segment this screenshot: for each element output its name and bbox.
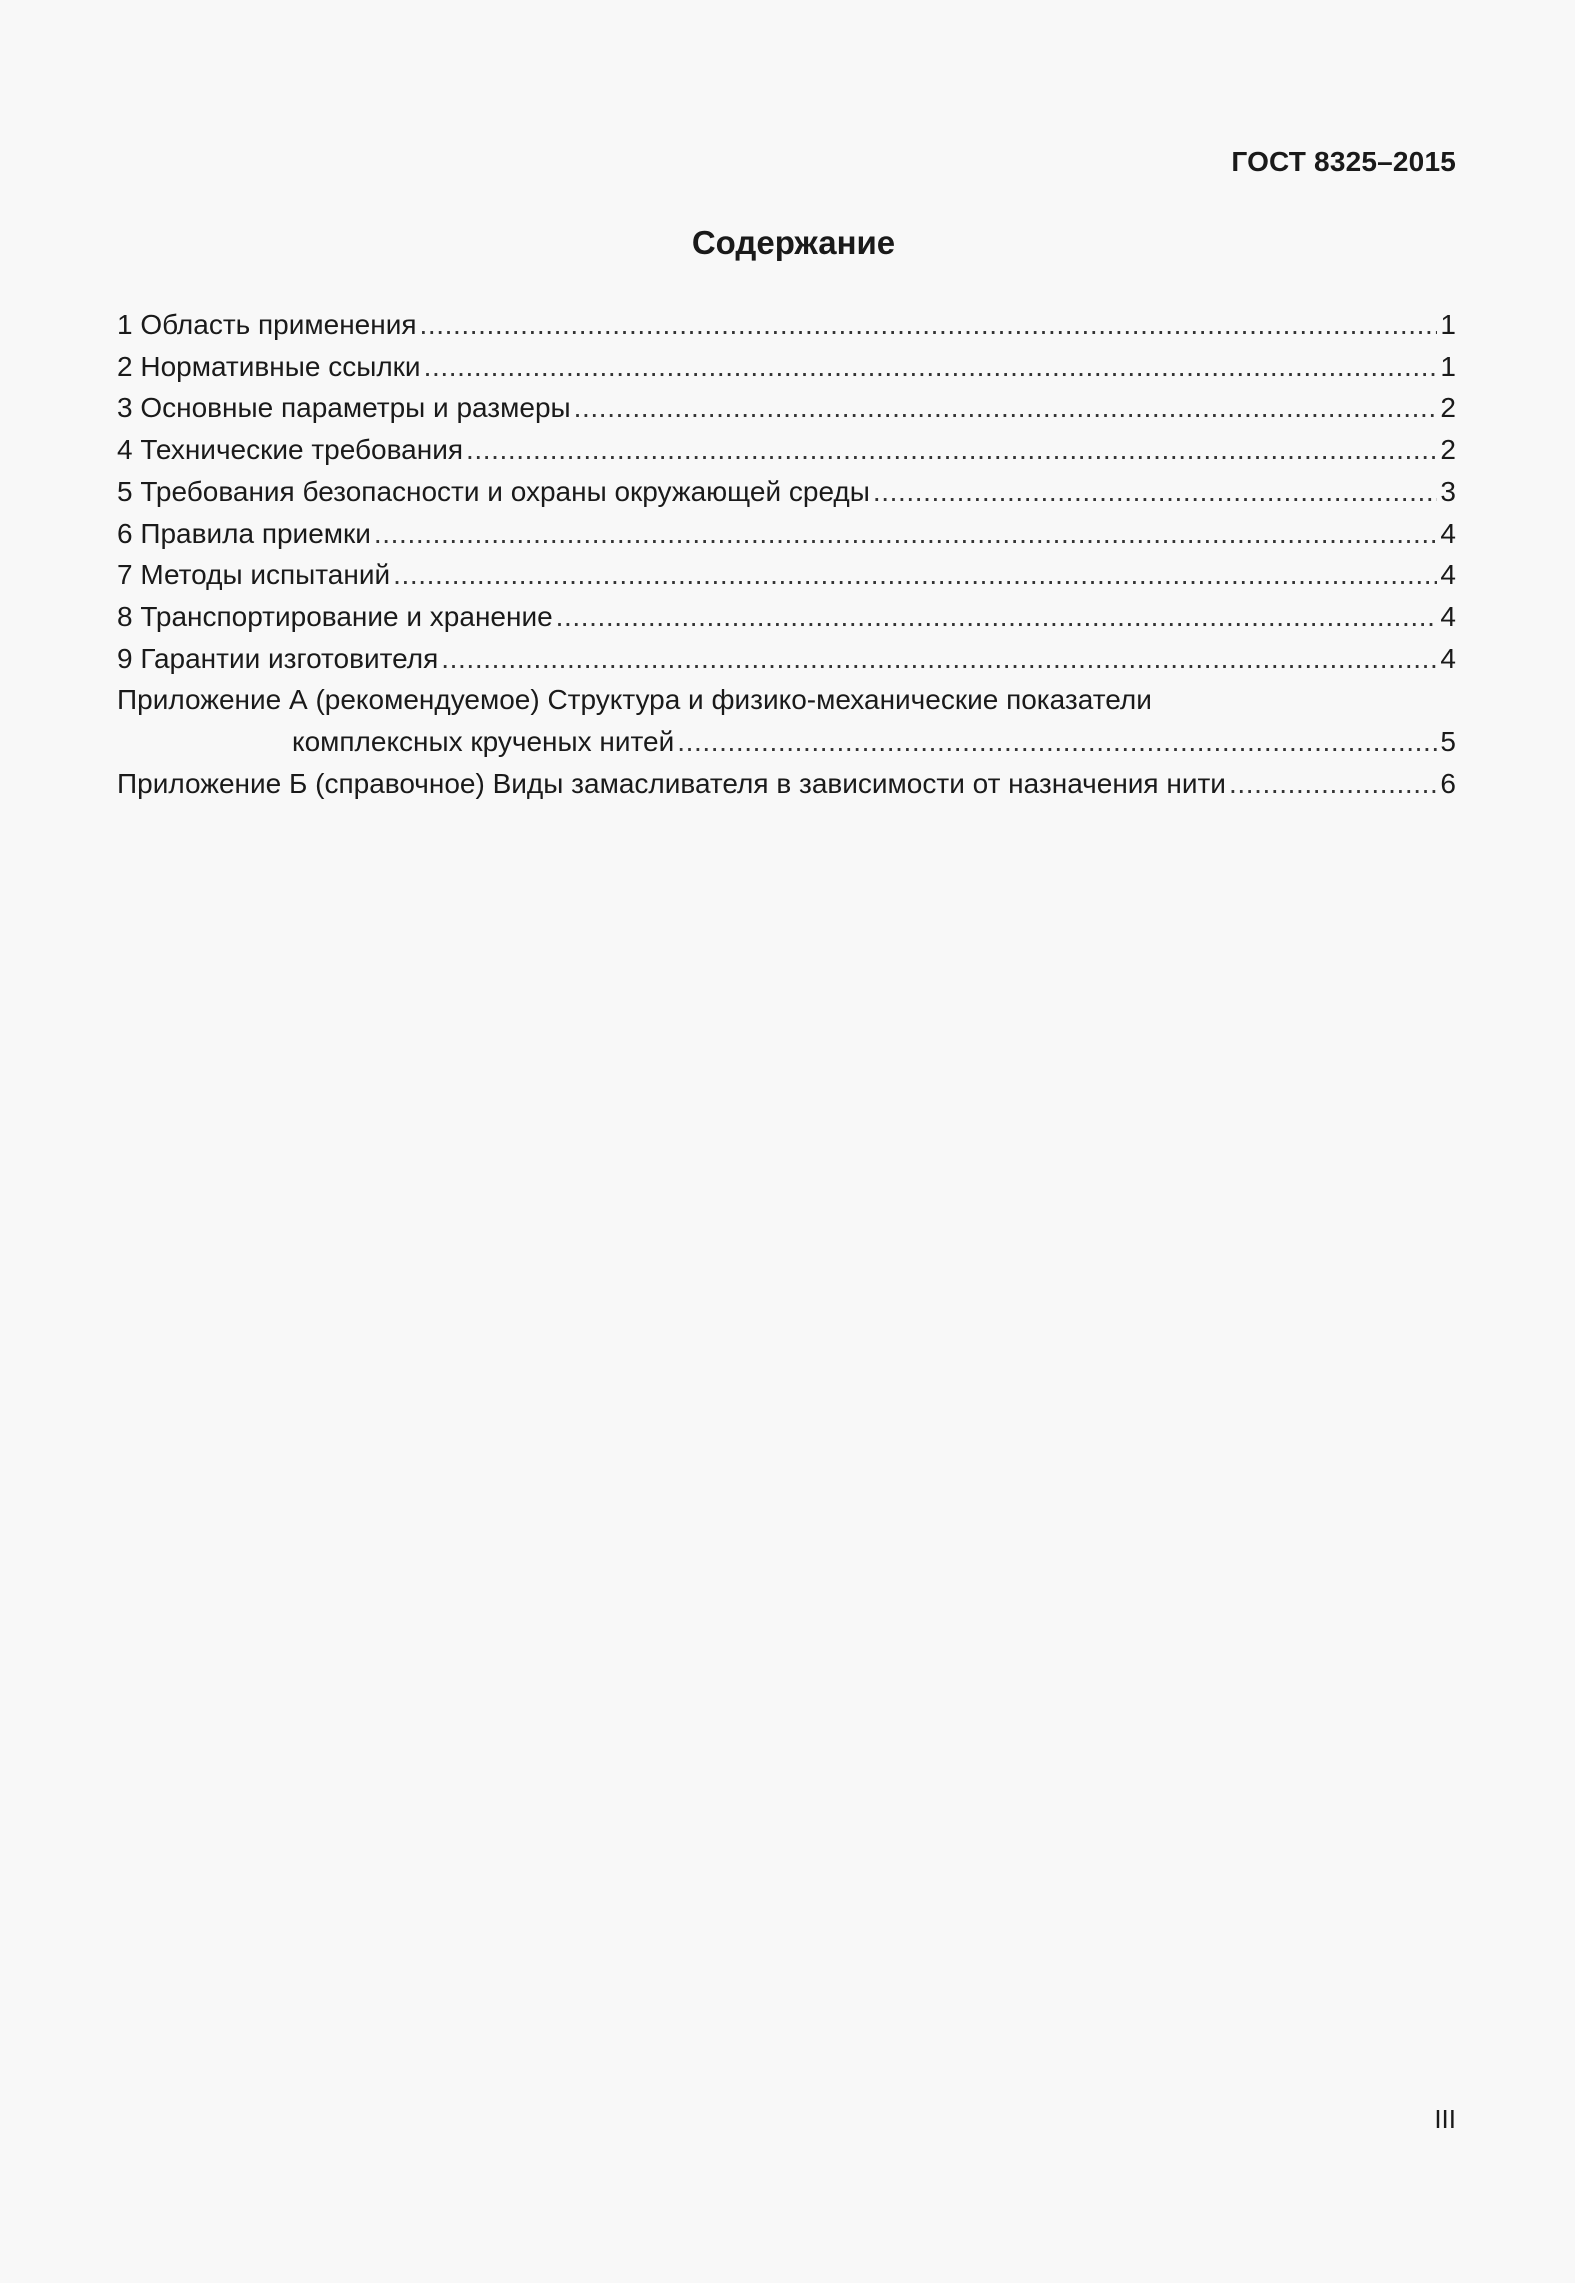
- toc-entry-page: 4: [1440, 517, 1456, 549]
- toc-appendix-a-title[interactable]: Приложение А (рекомендуемое) Структура и физико-механические показатели: [117, 684, 1152, 716]
- document-code: ГОСТ 8325–2015: [1231, 146, 1456, 177]
- toc-entry-page: 4: [1440, 600, 1456, 632]
- toc-entry-label: 4 Технические требования: [117, 434, 464, 466]
- toc-entry-page: 5: [1440, 726, 1456, 758]
- toc-entry-label: комплексных крученых нитей: [292, 726, 675, 758]
- dot-leader: [677, 721, 1437, 763]
- toc-entry-page: 2: [1440, 434, 1456, 466]
- toc-entry-page: 3: [1440, 475, 1456, 507]
- page-number: III: [1434, 2104, 1456, 2134]
- dot-leader: [441, 638, 1437, 680]
- toc-entry-4[interactable]: [117, 429, 1456, 471]
- toc-entry-label: 9 Гарантии изготовителя: [117, 642, 439, 674]
- dot-leader: [574, 387, 1438, 429]
- toc-entry-page: 6: [1440, 767, 1456, 799]
- toc-entry-label: 8 Транспортирование и хранение: [117, 600, 553, 632]
- toc-entry-label: 3 Основные параметры и размеры: [117, 392, 571, 424]
- toc-entry-page: 4: [1440, 559, 1456, 591]
- toc-entry-label: 5 Требования безопасности и охраны окружающей среды: [117, 475, 870, 507]
- toc-entry-5[interactable]: [117, 471, 1456, 513]
- toc-entry-8[interactable]: [117, 596, 1456, 638]
- dot-leader: [374, 513, 1438, 555]
- dot-leader: [556, 596, 1438, 638]
- toc-entry-9[interactable]: [117, 638, 1456, 680]
- toc-entry-7[interactable]: [117, 554, 1456, 596]
- dot-leader: [1229, 763, 1437, 805]
- toc-entry-label: 1 Область применения: [117, 309, 417, 340]
- toc-entry-label: Приложение Б (справочное) Виды замасливателя в зависимости от назначения нити: [117, 767, 1226, 799]
- toc-entry-6[interactable]: [117, 513, 1456, 555]
- toc-entry-page: 1: [1440, 350, 1456, 382]
- page-title: Содержание: [691, 224, 896, 261]
- toc-entry-2[interactable]: [117, 346, 1456, 388]
- toc-entry-label: 2 Нормативные ссылки: [117, 350, 421, 382]
- toc-entry-page: 2: [1440, 392, 1456, 424]
- toc-appendix-a[interactable]: [117, 721, 1456, 763]
- dot-leader: [420, 304, 1438, 346]
- toc-entry-label: 6 Правила приемки: [117, 517, 371, 549]
- dot-leader: [424, 346, 1438, 388]
- toc-entry-label: 7 Методы испытаний: [117, 559, 391, 591]
- toc-entry-page: 1: [1440, 309, 1456, 340]
- dot-leader: [873, 471, 1438, 513]
- toc-entry-3[interactable]: [117, 387, 1456, 429]
- toc-entry-1[interactable]: [117, 304, 1456, 346]
- table-of-contents: [117, 304, 1456, 804]
- dot-leader: [466, 429, 1437, 471]
- toc-appendix-b[interactable]: [117, 763, 1456, 805]
- dot-leader: [393, 554, 1437, 596]
- toc-entry-page: 4: [1440, 642, 1456, 674]
